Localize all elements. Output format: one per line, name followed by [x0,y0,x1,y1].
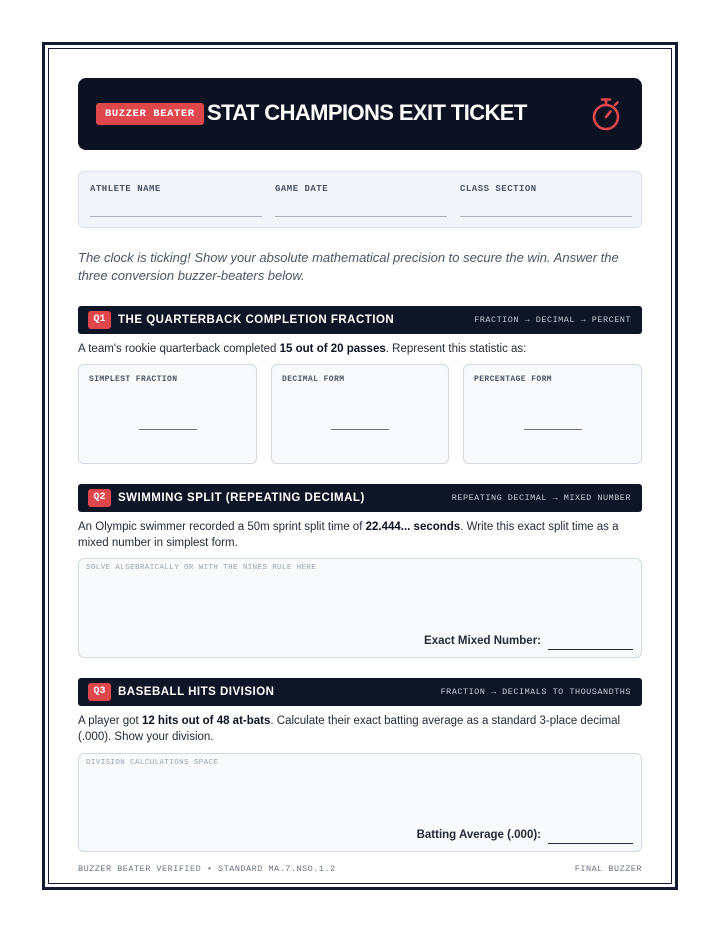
page-title: STAT CHAMPIONS EXIT TICKET [207,100,527,125]
q3-answer-line[interactable] [548,843,633,844]
q2-title: SWIMMING SPLIT (REPEATING DECIMAL) [118,492,365,504]
percentage-form-box[interactable] [463,364,642,464]
intro-text: The clock is ticking! Show your absolute mathematical precision to secure the win. Answer the three conversion buzzer-beaters below. [78,250,619,283]
q1-number-badge: Q1 [88,311,111,329]
q3-prompt-text-end: . Calculate their exact batting average as a standard 3-place decimal (.000). Show your division. [78,715,621,743]
q2-prompt-text-end: . Write this exact split time as a mixed number in simplest form. [78,521,619,549]
q3-number-badge: Q3 [88,683,111,701]
q2-header [78,484,642,512]
write-line [460,216,632,217]
q3-header [78,678,642,706]
q2-prompt [78,519,638,551]
header-banner [78,78,642,150]
box-label: DECIMAL FORM [282,375,345,384]
q3-prompt-text: A player got [78,715,142,727]
q3-tag: FRACTION → DECIMALS TO THOUSANDTHS [440,687,631,697]
work-area-label: SOLVE ALGEBRAICALLY OR WITH THE NINES RULE HERE [86,564,317,572]
class-section-field[interactable] [460,172,632,229]
q1-prompt-text: A team's rookie quarterback completed [78,343,280,355]
header-badge: BUZZER BEATER [96,103,204,125]
answer-line [139,429,197,430]
write-line [275,216,447,217]
q3-prompt [78,713,638,745]
answer-line [331,429,389,430]
box-label: SIMPLEST FRACTION [89,375,178,384]
q1-prompt-emphasis: 15 out of 20 passes [279,343,386,355]
q3-answer-label: Batting Average (.000): [416,829,541,841]
q1-prompt-text-end: . Represent this statistic as: [385,343,527,355]
footer [78,864,642,874]
field-label: CLASS SECTION [460,184,537,194]
q1-prompt [78,341,638,357]
q1-header [78,306,642,334]
simplest-fraction-box[interactable] [78,364,257,464]
stopwatch-icon [590,97,622,131]
q3-title: BASEBALL HITS DIVISION [118,686,275,698]
field-label: ATHLETE NAME [90,184,161,194]
footer-standard: BUZZER BEATER VERIFIED • STANDARD MA.7.NSO.1.2 [78,864,336,874]
answer-line [524,429,582,430]
q2-answer-line[interactable] [548,649,633,650]
student-info-panel [78,171,642,228]
q3-work-area[interactable] [78,753,642,852]
field-label: GAME DATE [275,184,329,194]
q2-answer-label: Exact Mixed Number: [424,635,541,647]
q1-tag: FRACTION → DECIMAL → PERCENT [474,315,631,325]
athlete-name-field[interactable] [90,172,262,229]
game-date-field[interactable] [275,172,447,229]
q2-work-area[interactable] [78,558,642,658]
q3-prompt-emphasis: 12 hits out of 48 at-bats [141,715,271,727]
box-label: PERCENTAGE FORM [474,375,553,384]
q1-title: THE QUARTERBACK COMPLETION FRACTION [118,314,395,326]
q2-tag: REPEATING DECIMAL → MIXED NUMBER [451,493,631,503]
work-area-label: DIVISION CALCULATIONS SPACE [86,759,219,767]
q2-prompt-text: An Olympic swimmer recorded a 50m sprint split time of [78,521,366,533]
q2-prompt-emphasis: 22.444... seconds [365,521,461,533]
decimal-form-box[interactable] [271,364,449,464]
write-line [90,216,262,217]
q2-number-badge: Q2 [88,489,111,507]
footer-right: FINAL BUZZER [574,864,642,874]
